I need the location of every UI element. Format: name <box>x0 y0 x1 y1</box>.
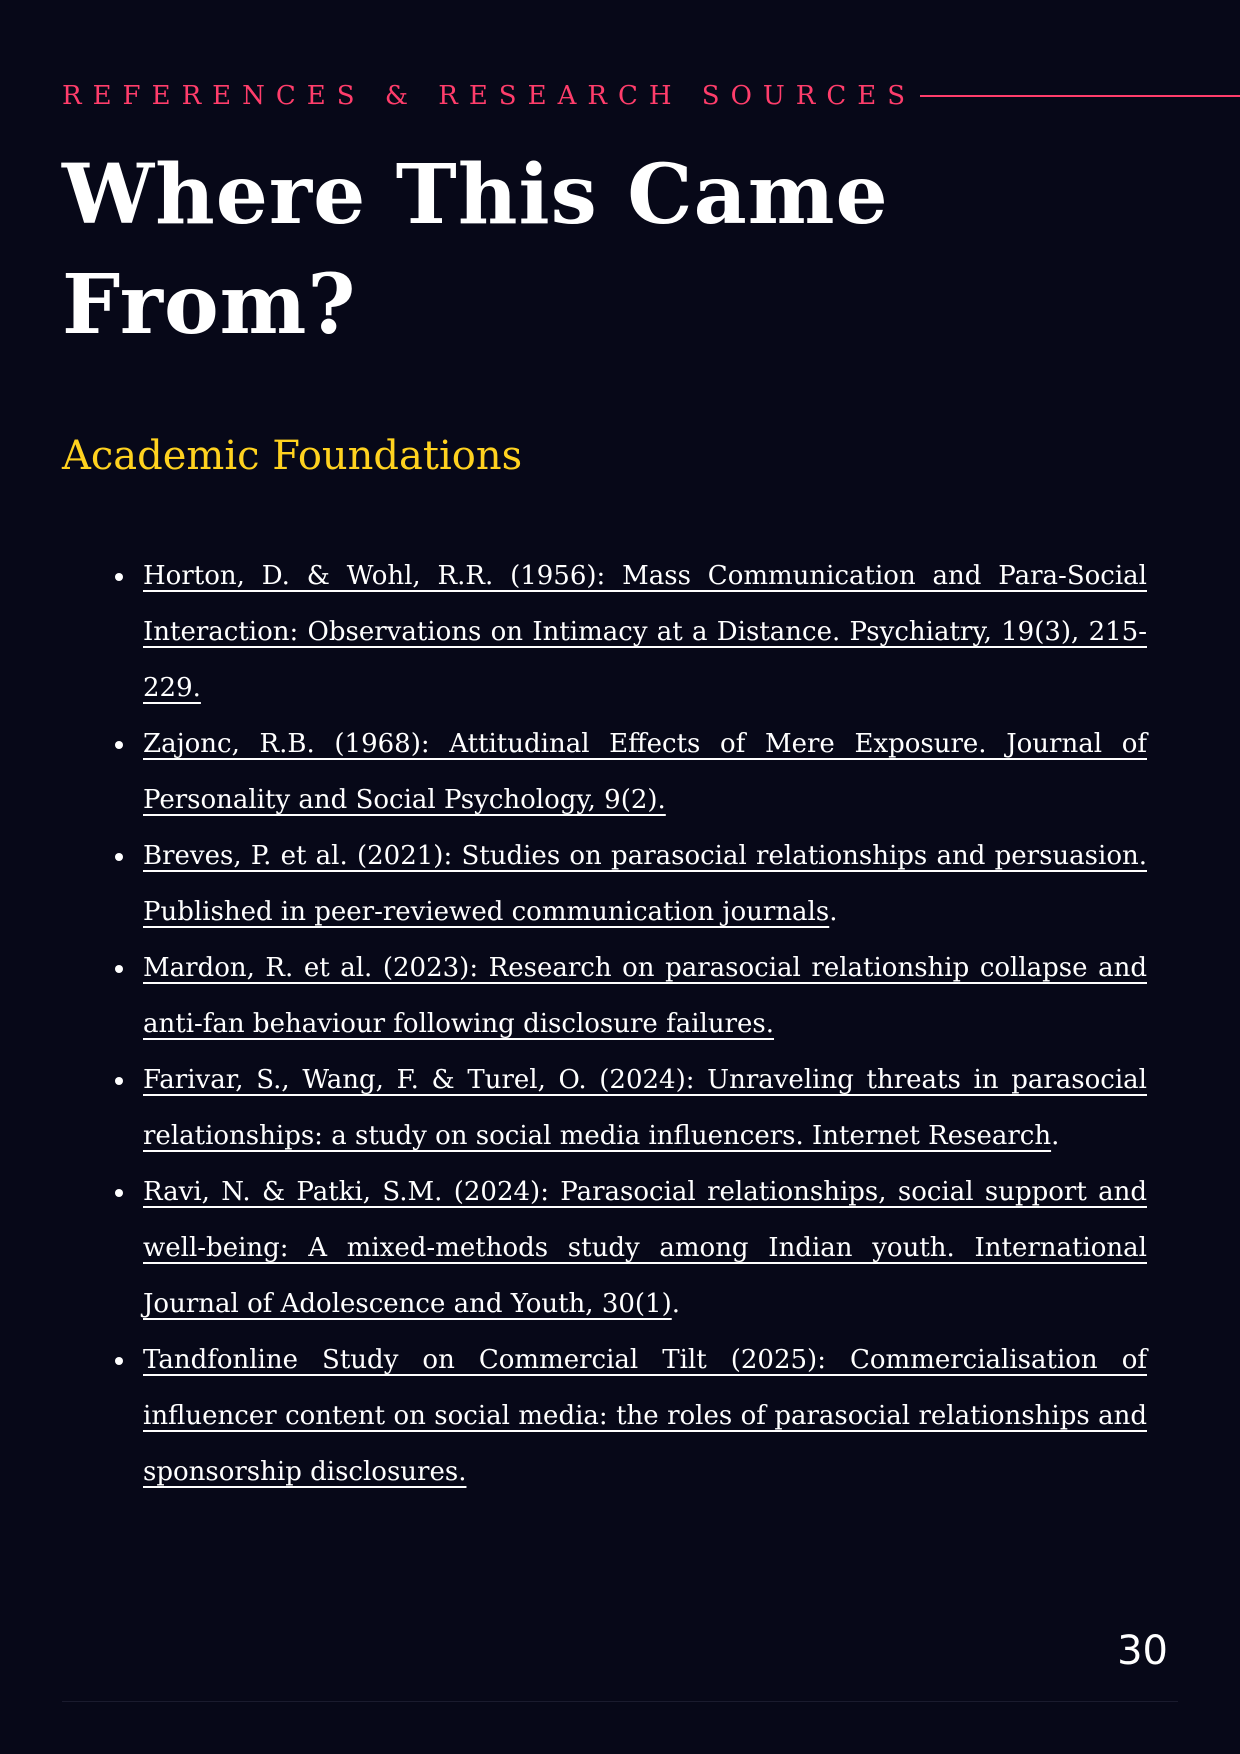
reference-link[interactable]: Farivar, S., Wang, F. & Turel, O. (2024): Unraveling threats in parasocial relationships: a study on social media influencers. Internet Research <box>143 1065 1147 1151</box>
reference-link[interactable]: Zajonc, R.B. (1968): Attitudinal Effects of Mere Exposure. Journal of Personality and Social Psychology, 9(2). <box>143 729 1147 815</box>
reference-suffix: . <box>671 1289 680 1319</box>
reference-link[interactable]: Mardon, R. et al. (2023): Research on parasocial relationship collapse and anti-fan behaviour following disclosure failures. <box>143 953 1147 1039</box>
reference-item <box>143 716 1147 828</box>
reference-link[interactable]: Horton, D. & Wohl, R.R. (1956): Mass Communication and Para-Social Interaction: Observations on Intimacy at a Distance. Psychiatry, 19(3), 215-229. <box>143 561 1147 703</box>
reference-suffix: . <box>1051 1121 1060 1151</box>
page-number: 30 <box>1117 1628 1168 1674</box>
eyebrow-divider <box>920 95 1240 97</box>
reference-item <box>143 828 1147 940</box>
reference-item <box>143 1164 1147 1332</box>
reference-item <box>143 548 1147 716</box>
eyebrow-label: REFERENCES & RESEARCH SOURCES <box>62 81 917 111</box>
eyebrow-row <box>62 78 1240 114</box>
reference-item <box>143 940 1147 1052</box>
footer-divider <box>62 1701 1178 1702</box>
reference-link[interactable]: Ravi, N. & Patki, S.M. (2024): Parasocial relationships, social support and well-being: A mixed-methods study among Indian youth. International Journal of Adolescence and Youth, 30(1) <box>143 1177 1147 1319</box>
section-title: Academic Foundations <box>62 433 523 479</box>
reference-list <box>62 548 1147 1500</box>
reference-suffix: . <box>829 897 838 927</box>
reference-item <box>143 1052 1147 1164</box>
page-title: Where This Came From? <box>62 147 889 353</box>
reference-item <box>143 1332 1147 1500</box>
reference-link[interactable]: Breves, P. et al. (2021): Studies on parasocial relationships and persuasion. Published in peer-reviewed communication journals <box>143 841 1147 927</box>
reference-link[interactable]: Tandfonline Study on Commercial Tilt (2025): Commercialisation of influencer content on social media: the roles of parasocial relationships and sponsorship disclosures. <box>143 1345 1147 1487</box>
